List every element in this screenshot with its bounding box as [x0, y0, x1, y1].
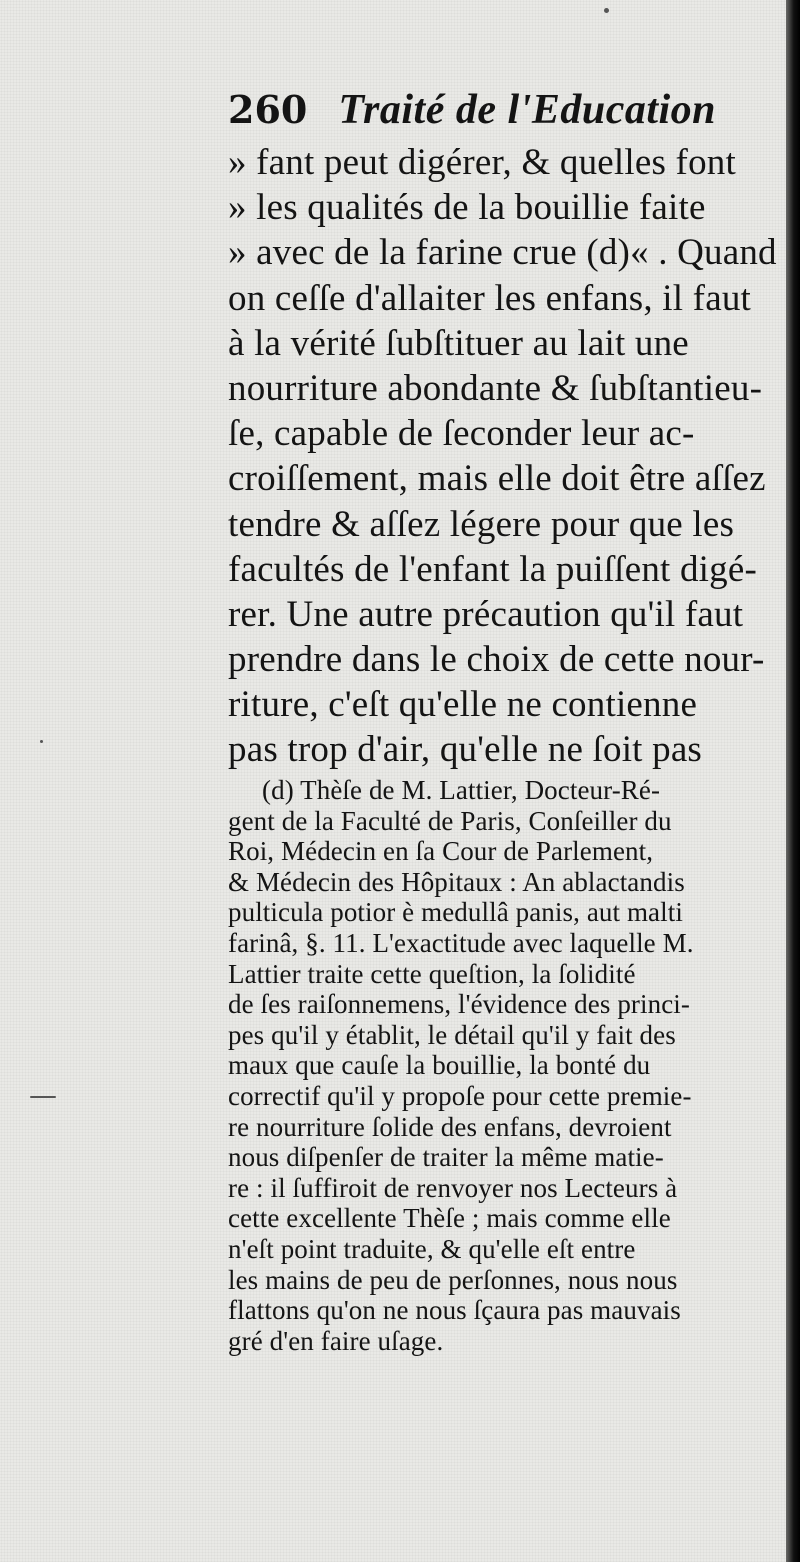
- footnote-line: re nourriture ſolide des enfans, devroient: [228, 1111, 672, 1142]
- text-line: » avec de la farine crue (d)« . Quand: [228, 232, 777, 274]
- paper-speck: [604, 8, 609, 13]
- text-line: rer. Une autre précaution qu'il faut: [228, 593, 744, 635]
- footnote-block: [228, 775, 788, 1356]
- paper-speck: [30, 1096, 56, 1098]
- footnote-line: farinâ, §. 11. L'exactitude avec laquelle M.: [228, 927, 694, 958]
- footnote-line: n'eſt point traduite, & qu'elle eſt entre: [228, 1233, 636, 1264]
- footnote-line: flattons qu'on ne nous ſçaura pas mauvais: [228, 1295, 681, 1326]
- page-number: 260: [228, 87, 308, 132]
- text-line: croiſſement, mais elle doit être aſſez: [228, 458, 766, 500]
- paper-speck: [40, 740, 43, 743]
- page-header: [228, 86, 788, 142]
- footnote-line: re : il ſuffiroit de renvoyer nos Lecteurs à: [228, 1172, 678, 1203]
- footnote-line: pulticula potior è medullâ panis, aut malti: [228, 897, 683, 928]
- footnote-line: pes qu'il y établit, le détail qu'il y fait des: [228, 1019, 676, 1050]
- book-gutter-shadow: [786, 0, 800, 1562]
- footnote-line: & Médecin des Hôpitaux : An ablactandis: [228, 866, 685, 897]
- text-line: » les qualités de la bouillie faite: [228, 187, 706, 229]
- text-line: riture, c'eſt qu'elle ne contienne: [228, 684, 698, 726]
- footnote-line: Roi, Médecin en ſa Cour de Parlement,: [228, 836, 654, 867]
- text-line: pas trop d'air, qu'elle ne ſoit pas: [228, 729, 703, 771]
- footnote-line: gent de la Faculté de Paris, Conſeiller du: [228, 805, 672, 836]
- text-line: tendre & aſſez légere pour que les: [228, 503, 735, 545]
- text-line: on ceſſe d'allaiter les enfans, il faut: [228, 277, 751, 319]
- text-line: nourriture abondante & ſubſtantieu-: [228, 367, 763, 409]
- footnote-line: les mains de peu de perſonnes, nous nous: [228, 1264, 678, 1295]
- footnote-line: nous diſpenſer de traiter la même matie-: [228, 1142, 664, 1173]
- footnote-line: gré d'en faire uſage.: [228, 1325, 444, 1356]
- text-line: facultés de l'enfant la puiſſent digé-: [228, 548, 757, 590]
- text-line: à la vérité ſubſtituer au lait une: [228, 322, 689, 364]
- text-line: » fant peut digérer, & quelles font: [228, 142, 736, 183]
- footnote-line: Lattier traite cette queſtion, la ſolidité: [228, 958, 636, 989]
- footnote-line: maux que cauſe la bouillie, la bonté du: [228, 1050, 651, 1081]
- running-title: Traité de l'Education: [338, 87, 717, 133]
- footnote-line: (d) Thèſe de M. Lattier, Docteur-Ré-: [262, 775, 661, 805]
- text-line: prendre dans le choix de cette nour-: [228, 639, 765, 681]
- text-line: ſe, capable de ſeconder leur ac-: [228, 413, 695, 455]
- main-text-block: [228, 140, 788, 773]
- footnote-line: de ſes raiſonnemens, l'évidence des princi-: [228, 989, 690, 1020]
- footnote-line: cette excellente Thèſe ; mais comme elle: [228, 1203, 671, 1234]
- footnote-line: correctif qu'il y propoſe pour cette premie-: [228, 1080, 692, 1111]
